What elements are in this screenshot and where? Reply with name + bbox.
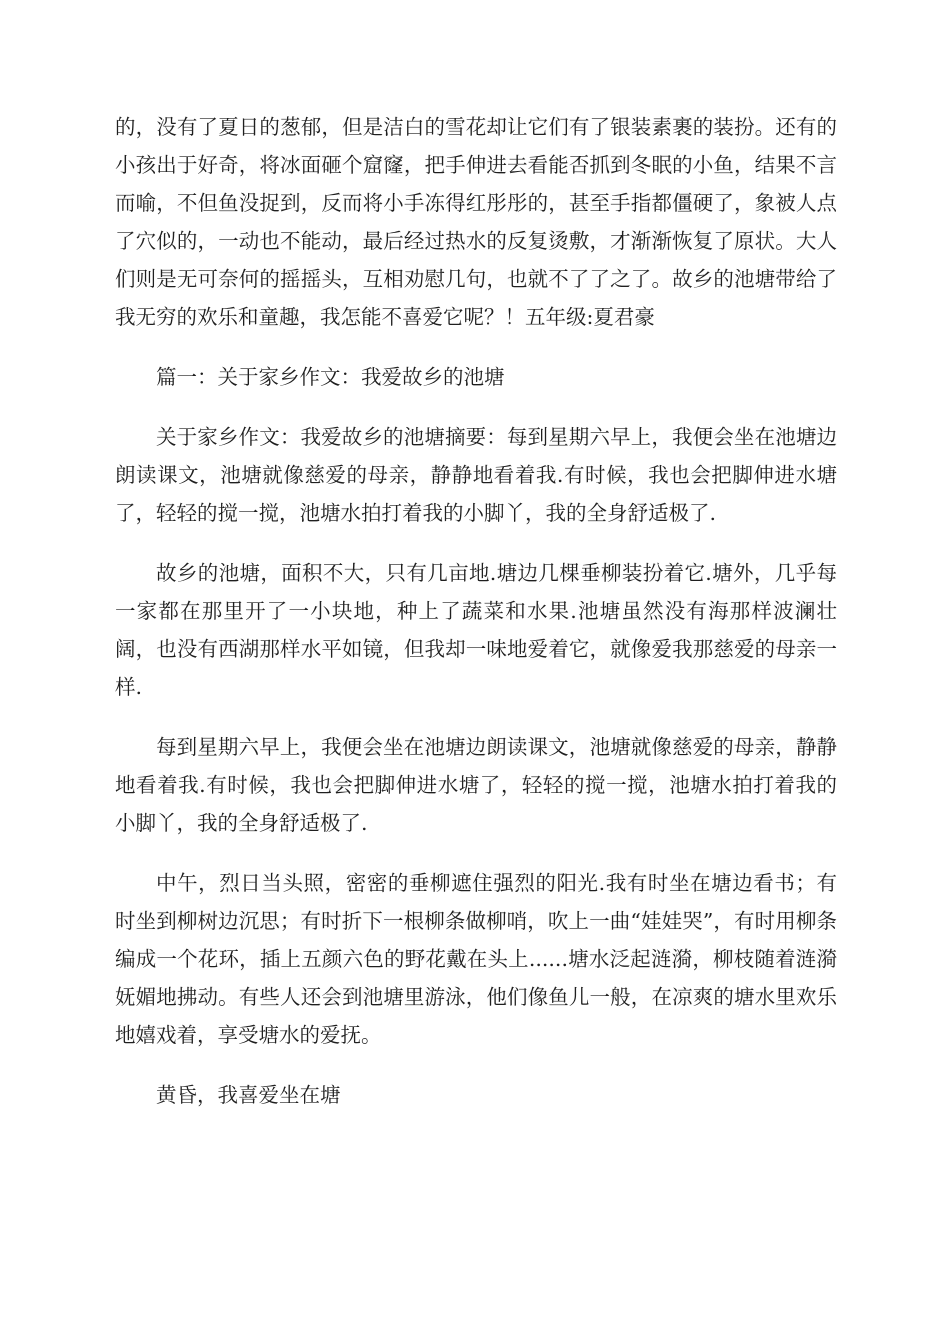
article-body	[115, 108, 837, 1136]
paragraph-saturday-morning: 每到星期六早上，我便会坐在池塘边朗读课文，池塘就像慈爱的母亲，静静地看着我.有时候，我也会把脚伸进水塘了，轻轻的搅一搅，池塘水拍打着我的小脚丫，我的全身舒适极了.	[115, 735, 837, 835]
paragraph-summary: 关于家乡作文：我爱故乡的池塘摘要：每到星期六早上，我便会坐在池塘边朗读课文，池塘就像慈爱的母亲，静静地看着我.有时候，我也会把脚伸进水塘了，轻轻的搅一搅，池塘水拍打着我的小脚丫，我的全身舒适极了.	[115, 425, 837, 525]
paragraph-pond-description: 故乡的池塘，面积不大，只有几亩地.塘边几棵垂柳装扮着它.塘外，几乎每一家都在那里开了一小块地，种上了蔬菜和水果.池塘虽然没有海那样波澜壮阔，也没有西湖那样水平如镜，但我却一味地爱着它，就像爱我那慈爱的母亲一样.	[115, 561, 837, 699]
paragraph-continuation: 的，没有了夏日的葱郁，但是洁白的雪花却让它们有了银装素裹的装扮。还有的小孩出于好奇，将冰面砸个窟窿，把手伸进去看能否抓到冬眠的小鱼，结果不言而喻，不但鱼没捉到，反而将小手冻得红彤彤的，甚至手指都僵硬了，象被人点了穴似的，一动也不能动，最后经过热水的反复烫敷，才渐渐恢复了原状。大人们则是无可奈何的摇摇头，互相劝慰几句，也就不了了之了。故乡的池塘带给了我无穷的欢乐和童趣，我怎能不喜爱它呢？！五年级:夏君豪	[115, 115, 837, 329]
paragraph-dusk: 黄昏，我喜爱坐在塘	[156, 1083, 341, 1107]
paragraph-noon: 中午，烈日当头照，密密的垂柳遮住强烈的阳光.我有时坐在塘边看书；有时坐到柳树边沉思；有时折下一根柳条做柳哨，吹上一曲“娃娃哭”，有时用柳条编成一个花环，插上五颜六色的野花戴在头上......塘水泛起涟漪，柳枝随着涟漪妩媚地拂动。有些人还会到池塘里游泳，他们像鱼儿一般，在凉爽的塘水里欢乐地嬉戏着，享受塘水的爱抚。	[115, 871, 837, 1047]
section-heading: 篇一：关于家乡作文：我爱故乡的池塘	[156, 365, 505, 389]
